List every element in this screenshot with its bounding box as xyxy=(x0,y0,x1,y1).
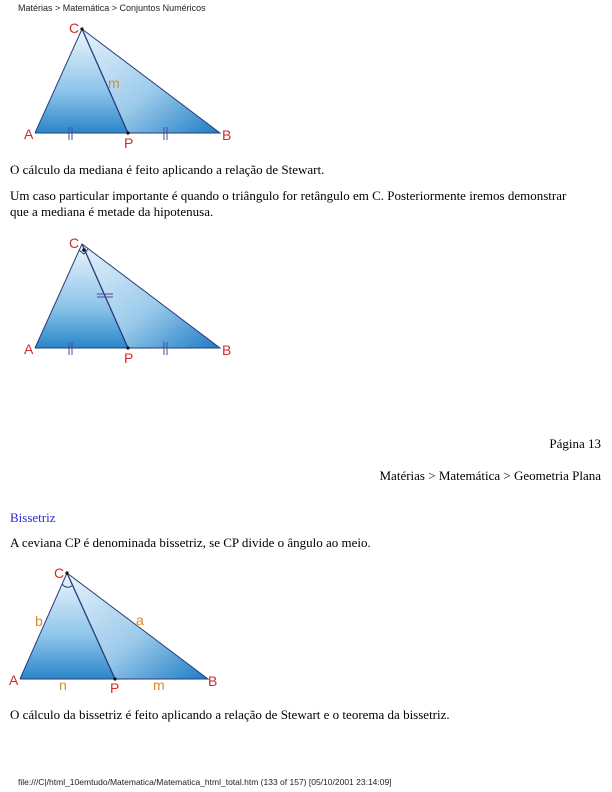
page-number: Página 13 xyxy=(549,436,601,451)
median-triangle-figure xyxy=(0,15,250,150)
footer-file-path: file:///C|/html_10emtudo/Matematica/Matematica_html_total.htm (133 of 157) [05/10/2001 23:14:09] xyxy=(18,777,392,787)
caso-particular-line2: que a mediana é metade da hipotenusa. xyxy=(10,204,214,219)
vertex-label-c: C xyxy=(69,20,80,36)
vertex-label-b: B xyxy=(222,127,232,143)
caso-particular-line1: Um caso particular importante é quando o triângulo for retângulo em C. Posteriormente iremos demonstrar xyxy=(10,188,567,203)
side-label-a: a xyxy=(136,612,144,628)
vertex-label-a: A xyxy=(9,672,19,688)
side-label-b: b xyxy=(35,613,43,629)
bissetriz-definition: A ceviana CP é denominada bissetriz, se CP divide o ângulo ao meio. xyxy=(10,535,371,550)
vertex-label-a: A xyxy=(24,126,34,142)
top-breadcrumb: Matérias > Matemática > Conjuntos Numéricos xyxy=(18,3,206,13)
side-label-n: n xyxy=(59,677,67,693)
vertex-label-a: A xyxy=(24,341,34,357)
page-breadcrumb: Matérias > Matemática > Geometria Plana xyxy=(379,468,601,483)
right-triangle-median-figure xyxy=(0,230,250,365)
side-label-m: m xyxy=(153,677,165,693)
vertex-c-dot xyxy=(65,571,68,574)
median-label-m: m xyxy=(108,75,120,91)
vertex-c-dot xyxy=(82,248,86,252)
vertex-label-c: C xyxy=(54,565,65,581)
vertex-label-b: B xyxy=(222,342,232,358)
section-title-bissetriz: Bissetriz xyxy=(10,510,56,525)
vertex-c-dot xyxy=(80,27,83,30)
bissetriz-calc-text: O cálculo da bissetriz é feito aplicando a relação de Stewart e o teorema da bissetriz. xyxy=(10,707,450,722)
mediana-calc-text: O cálculo da mediana é feito aplicando a relação de Stewart. xyxy=(10,162,325,177)
vertex-label-p: P xyxy=(124,350,134,365)
vertex-label-p: P xyxy=(110,680,120,696)
vertex-label-c: C xyxy=(69,235,80,251)
vertex-label-b: B xyxy=(208,673,218,689)
vertex-label-p: P xyxy=(124,135,134,150)
bisector-triangle-figure xyxy=(0,560,235,700)
